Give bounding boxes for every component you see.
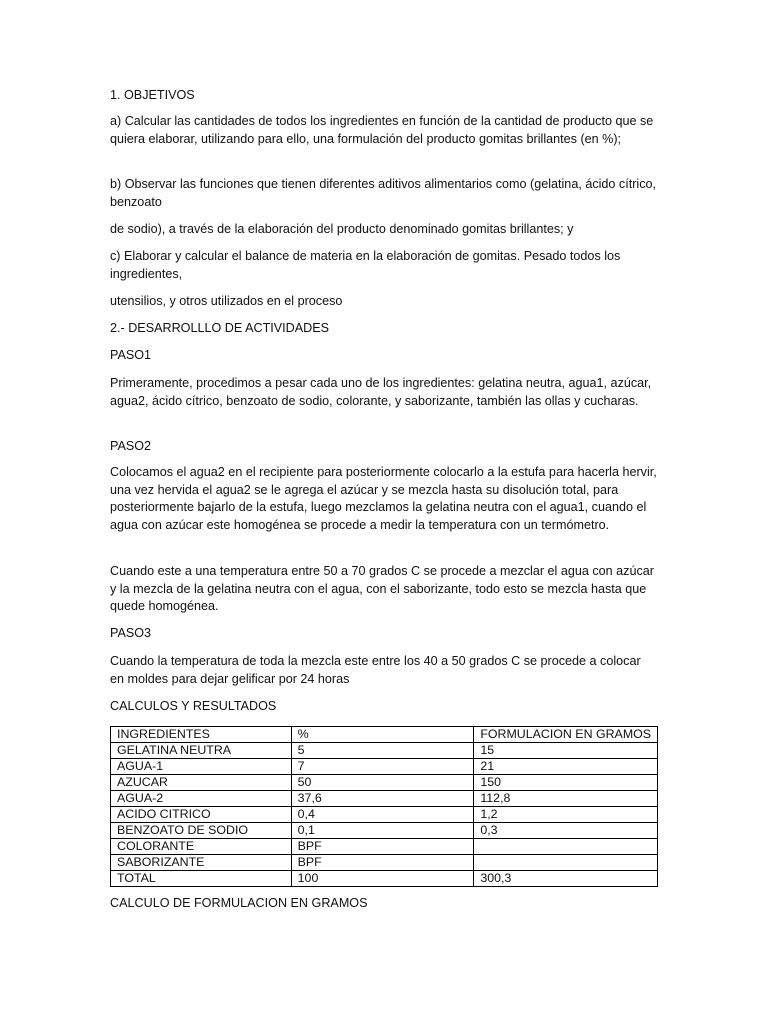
- header-ingredients: INGREDIENTES: [111, 727, 292, 743]
- cell-grams: 300,3: [474, 871, 658, 887]
- table-total-row: [111, 871, 658, 887]
- cell-grams: [474, 839, 658, 855]
- cell-grams: 112,8: [474, 791, 658, 807]
- cell-percent: 7: [291, 759, 474, 775]
- header-grams: FORMULACION EN GRAMOS: [474, 727, 658, 743]
- step2-title: PASO2: [110, 439, 152, 453]
- cell-ingredient: GELATINA NEUTRA: [111, 743, 292, 759]
- objectives-heading: 1. OBJETIVOS: [110, 88, 195, 102]
- cell-ingredient: AZUCAR: [111, 775, 292, 791]
- cell-ingredient: SABORIZANTE: [111, 855, 292, 871]
- cell-percent: 5: [291, 743, 474, 759]
- results-heading: CALCULOS Y RESULTADOS: [110, 699, 277, 713]
- objective-a: a) Calcular las cantidades de todos los ingredientes en función de la cantidad de producto que se quiera elaborar, utilizando para ello, una formulación del producto gomitas brillantes (en %);: [110, 114, 654, 146]
- table-row: [111, 759, 658, 775]
- cell-ingredient: AGUA-2: [111, 791, 292, 807]
- table-caption: CALCULO DE FORMULACION EN GRAMOS: [110, 896, 368, 910]
- table-header-row: [111, 727, 658, 743]
- activities-heading: 2.- DESARROLLLO DE ACTIVIDADES: [110, 321, 330, 335]
- cell-percent: 100: [291, 871, 474, 887]
- cell-grams: 15: [474, 743, 658, 759]
- step2-text-continued: Cuando este a una temperatura entre 50 a 70 grados C se procede a mezclar el agua con azúcar y la mezcla de la gelatina neutra con el agua, con el saborizante, todo esto se mezcla hasta que quede homogénea.: [110, 564, 654, 614]
- cell-grams: 0,3: [474, 823, 658, 839]
- cell-ingredient: BENZOATO DE SODIO: [111, 823, 292, 839]
- table-row: [111, 791, 658, 807]
- step3-text: Cuando la temperatura de toda la mezcla este entre los 40 a 50 grados C se procede a colocar en moldes para dejar gelificar por 24 horas: [110, 654, 641, 686]
- cell-percent: 50: [291, 775, 474, 791]
- cell-percent: 0,1: [291, 823, 474, 839]
- cell-grams: 21: [474, 759, 658, 775]
- objective-b-part1: b) Observar las funciones que tienen diferentes aditivos alimentarios como (gelatina, ácido cítrico, benzoato: [110, 177, 657, 209]
- cell-percent: BPF: [291, 855, 474, 871]
- cell-ingredient: TOTAL: [111, 871, 292, 887]
- objective-c-part1: c) Elaborar y calcular el balance de materia en la elaboración de gomitas. Pesado todos los ingredientes,: [110, 249, 621, 281]
- cell-grams: [474, 855, 658, 871]
- step1-title: PASO1: [110, 348, 152, 362]
- cell-percent: 0,4: [291, 807, 474, 823]
- cell-grams: 150: [474, 775, 658, 791]
- cell-ingredient: COLORANTE: [111, 839, 292, 855]
- cell-percent: 37,6: [291, 791, 474, 807]
- table-row: [111, 855, 658, 871]
- header-percent: %: [291, 727, 474, 743]
- step2-text: Colocamos el agua2 en el recipiente para posteriormente colocarlo a la estufa para hacerla hervir, una vez hervida el agua2 se le agrega el azúcar y se mezcla hasta su disolución total, para posteriormente bajarlo de la estufa, luego mezclamos la gelatina neutra con el agua1, cuando el agua con azúcar este homogénea se procede a medir la temperatura con un termómetro.: [110, 465, 657, 532]
- objective-c-part2: utensilios, y otros utilizados en el proceso: [110, 294, 343, 308]
- step1-text: Primeramente, procedimos a pesar cada uno de los ingredientes: gelatina neutra, agua1, azúcar, agua2, ácido cítrico, benzoato de sodio, colorante, y saborizante, también las ollas y cucharas.: [110, 376, 652, 408]
- cell-ingredient: AGUA-1: [111, 759, 292, 775]
- objective-b-part2: de sodio), a través de la elaboración del producto denominado gomitas brillantes; y: [110, 222, 574, 236]
- ingredients-table: [110, 726, 658, 887]
- table-row: [111, 775, 658, 791]
- table-row: [111, 839, 658, 855]
- table-row: [111, 807, 658, 823]
- table-row: [111, 823, 658, 839]
- step3-title: PASO3: [110, 626, 152, 640]
- table-row: [111, 743, 658, 759]
- cell-ingredient: ACIDO CITRICO: [111, 807, 292, 823]
- cell-grams: 1,2: [474, 807, 658, 823]
- cell-percent: BPF: [291, 839, 474, 855]
